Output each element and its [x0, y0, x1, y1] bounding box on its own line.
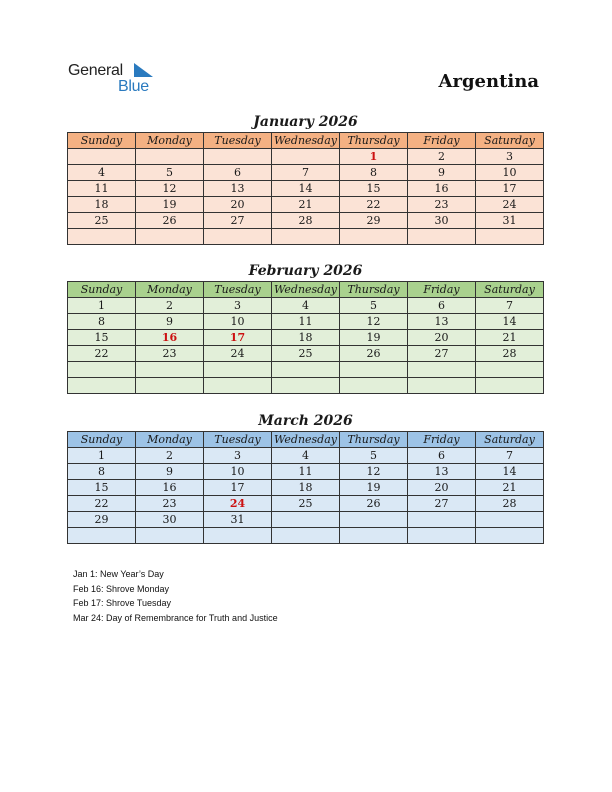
- holiday-note: Jan 1: New Year’s Day: [73, 569, 164, 579]
- day-cell: [136, 378, 204, 394]
- day-cell: 17: [204, 480, 272, 496]
- logo-text-general: General: [68, 62, 123, 79]
- day-cell: 11: [272, 314, 340, 330]
- day-cell: 26: [340, 346, 408, 362]
- day-cell: 18: [272, 330, 340, 346]
- week-row: [68, 181, 544, 197]
- day-cell: [476, 512, 544, 528]
- day-cell: 23: [408, 197, 476, 213]
- day-cell: 15: [68, 330, 136, 346]
- day-cell: 7: [272, 165, 340, 181]
- day-cell: 18: [68, 197, 136, 213]
- week-row: [68, 362, 544, 378]
- week-row: [68, 480, 544, 496]
- day-cell: [68, 378, 136, 394]
- day-cell: 24: [204, 346, 272, 362]
- day-cell: 2: [136, 448, 204, 464]
- day-cell: 13: [408, 464, 476, 480]
- day-cell: [136, 149, 204, 165]
- day-cell: 14: [476, 464, 544, 480]
- week-row: [68, 346, 544, 362]
- weekday-header: Saturday: [476, 432, 544, 448]
- day-cell: 17: [476, 181, 544, 197]
- day-cell: [272, 512, 340, 528]
- holiday-note: Feb 17: Shrove Tuesday: [73, 598, 172, 608]
- week-row: [68, 464, 544, 480]
- weekday-header: Wednesday: [272, 432, 340, 448]
- day-cell: 5: [340, 298, 408, 314]
- week-row: [68, 496, 544, 512]
- day-cell: 9: [136, 314, 204, 330]
- day-cell: [204, 362, 272, 378]
- week-row: [68, 314, 544, 330]
- day-cell: 29: [68, 512, 136, 528]
- weekday-header: Friday: [408, 432, 476, 448]
- day-cell: 19: [340, 480, 408, 496]
- day-cell: 23: [136, 496, 204, 512]
- day-cell: 5: [136, 165, 204, 181]
- day-cell: 1: [68, 448, 136, 464]
- weekday-header: Sunday: [68, 432, 136, 448]
- day-cell: 15: [340, 181, 408, 197]
- day-cell: [272, 362, 340, 378]
- day-cell: 24: [204, 496, 272, 512]
- day-cell: 30: [408, 213, 476, 229]
- day-cell: 25: [272, 346, 340, 362]
- day-cell: 28: [476, 496, 544, 512]
- day-cell: [272, 149, 340, 165]
- day-cell: 3: [476, 149, 544, 165]
- day-cell: 4: [272, 298, 340, 314]
- day-cell: [408, 512, 476, 528]
- day-cell: 6: [408, 298, 476, 314]
- day-cell: 1: [68, 298, 136, 314]
- day-cell: [272, 378, 340, 394]
- weekday-header: Friday: [408, 133, 476, 149]
- weekday-header: Tuesday: [204, 282, 272, 298]
- weekday-header: Thursday: [340, 282, 408, 298]
- day-cell: 29: [340, 213, 408, 229]
- day-cell: 31: [476, 213, 544, 229]
- month-title: February 2026: [248, 263, 363, 279]
- day-cell: 27: [204, 213, 272, 229]
- week-row: [68, 213, 544, 229]
- day-cell: [204, 528, 272, 544]
- day-cell: 20: [408, 330, 476, 346]
- day-cell: 14: [272, 181, 340, 197]
- day-cell: [476, 229, 544, 245]
- weekday-header: Monday: [136, 133, 204, 149]
- weekday-header: Saturday: [476, 282, 544, 298]
- day-cell: 21: [476, 480, 544, 496]
- day-cell: 9: [136, 464, 204, 480]
- day-cell: 10: [204, 464, 272, 480]
- day-cell: 13: [408, 314, 476, 330]
- month-january: [67, 112, 544, 245]
- day-cell: [408, 378, 476, 394]
- weekday-header: Monday: [136, 432, 204, 448]
- day-cell: 19: [340, 330, 408, 346]
- calendar-table: [67, 132, 544, 245]
- day-cell: 23: [136, 346, 204, 362]
- generalblue-logo: [68, 62, 168, 96]
- day-cell: 24: [476, 197, 544, 213]
- day-cell: 20: [408, 480, 476, 496]
- day-cell: 8: [68, 314, 136, 330]
- day-cell: 26: [340, 496, 408, 512]
- month-february: [67, 261, 544, 394]
- weekday-header: Thursday: [340, 133, 408, 149]
- day-cell: 10: [476, 165, 544, 181]
- day-cell: [136, 528, 204, 544]
- day-cell: [136, 229, 204, 245]
- day-cell: 13: [204, 181, 272, 197]
- day-cell: 28: [476, 346, 544, 362]
- day-cell: 9: [408, 165, 476, 181]
- day-cell: 18: [272, 480, 340, 496]
- day-cell: 11: [272, 464, 340, 480]
- day-cell: 31: [204, 512, 272, 528]
- day-cell: 3: [204, 298, 272, 314]
- day-cell: 5: [340, 448, 408, 464]
- holiday-notes: [73, 567, 278, 625]
- logo-text-blue: Blue: [118, 78, 149, 95]
- weekday-header: Saturday: [476, 133, 544, 149]
- day-cell: 4: [272, 448, 340, 464]
- week-row: [68, 229, 544, 245]
- day-cell: [340, 512, 408, 528]
- day-cell: 20: [204, 197, 272, 213]
- day-cell: 25: [272, 496, 340, 512]
- day-cell: 17: [204, 330, 272, 346]
- day-cell: 16: [136, 330, 204, 346]
- day-cell: 21: [476, 330, 544, 346]
- day-cell: 7: [476, 298, 544, 314]
- weekday-header: Sunday: [68, 133, 136, 149]
- day-cell: [68, 149, 136, 165]
- week-row: [68, 378, 544, 394]
- day-cell: 8: [68, 464, 136, 480]
- weekday-header: Wednesday: [272, 282, 340, 298]
- week-row: [68, 448, 544, 464]
- day-cell: 30: [136, 512, 204, 528]
- day-cell: [340, 378, 408, 394]
- week-row: [68, 298, 544, 314]
- day-cell: [476, 378, 544, 394]
- day-cell: 22: [68, 496, 136, 512]
- day-cell: 10: [204, 314, 272, 330]
- day-cell: [408, 528, 476, 544]
- logo-triangle-icon: [134, 63, 154, 77]
- day-cell: 12: [340, 464, 408, 480]
- day-cell: 8: [340, 165, 408, 181]
- day-cell: [476, 528, 544, 544]
- day-cell: 22: [340, 197, 408, 213]
- week-row: [68, 165, 544, 181]
- day-cell: [204, 229, 272, 245]
- day-cell: 27: [408, 496, 476, 512]
- month-title: January 2026: [253, 114, 358, 130]
- day-cell: 1: [340, 149, 408, 165]
- day-cell: [476, 362, 544, 378]
- month-title: March 2026: [258, 413, 353, 429]
- country-title: Argentina: [438, 71, 539, 92]
- week-row: [68, 197, 544, 213]
- day-cell: 12: [136, 181, 204, 197]
- day-cell: 2: [136, 298, 204, 314]
- day-cell: 12: [340, 314, 408, 330]
- weekday-header: Tuesday: [204, 432, 272, 448]
- calendar-table: [67, 281, 544, 394]
- day-cell: 14: [476, 314, 544, 330]
- day-cell: [408, 229, 476, 245]
- day-cell: [340, 528, 408, 544]
- day-cell: [204, 149, 272, 165]
- day-cell: 25: [68, 213, 136, 229]
- day-cell: [68, 362, 136, 378]
- weekday-header: Tuesday: [204, 133, 272, 149]
- week-row: [68, 330, 544, 346]
- day-cell: 3: [204, 448, 272, 464]
- day-cell: 26: [136, 213, 204, 229]
- day-cell: 2: [408, 149, 476, 165]
- calendar-table: [67, 431, 544, 544]
- day-cell: 22: [68, 346, 136, 362]
- day-cell: 21: [272, 197, 340, 213]
- day-cell: 6: [408, 448, 476, 464]
- holiday-note: Feb 16: Shrove Monday: [73, 583, 170, 594]
- day-cell: 4: [68, 165, 136, 181]
- day-cell: 15: [68, 480, 136, 496]
- day-cell: [340, 362, 408, 378]
- day-cell: 16: [408, 181, 476, 197]
- holiday-note: Mar 24: Day of Remembrance for Truth and Justice: [73, 612, 278, 623]
- day-cell: [204, 378, 272, 394]
- day-cell: 19: [136, 197, 204, 213]
- day-cell: 11: [68, 181, 136, 197]
- day-cell: 16: [136, 480, 204, 496]
- day-cell: 7: [476, 448, 544, 464]
- day-cell: [272, 528, 340, 544]
- day-cell: 28: [272, 213, 340, 229]
- week-row: [68, 528, 544, 544]
- week-row: [68, 149, 544, 165]
- month-march: [67, 411, 544, 544]
- day-cell: 27: [408, 346, 476, 362]
- day-cell: [136, 362, 204, 378]
- weekday-header: Wednesday: [272, 133, 340, 149]
- weekday-header: Thursday: [340, 432, 408, 448]
- day-cell: [68, 528, 136, 544]
- weekday-header: Sunday: [68, 282, 136, 298]
- day-cell: [340, 229, 408, 245]
- week-row: [68, 512, 544, 528]
- day-cell: [408, 362, 476, 378]
- weekday-header: Monday: [136, 282, 204, 298]
- weekday-header: Friday: [408, 282, 476, 298]
- day-cell: 6: [204, 165, 272, 181]
- day-cell: [68, 229, 136, 245]
- day-cell: [272, 229, 340, 245]
